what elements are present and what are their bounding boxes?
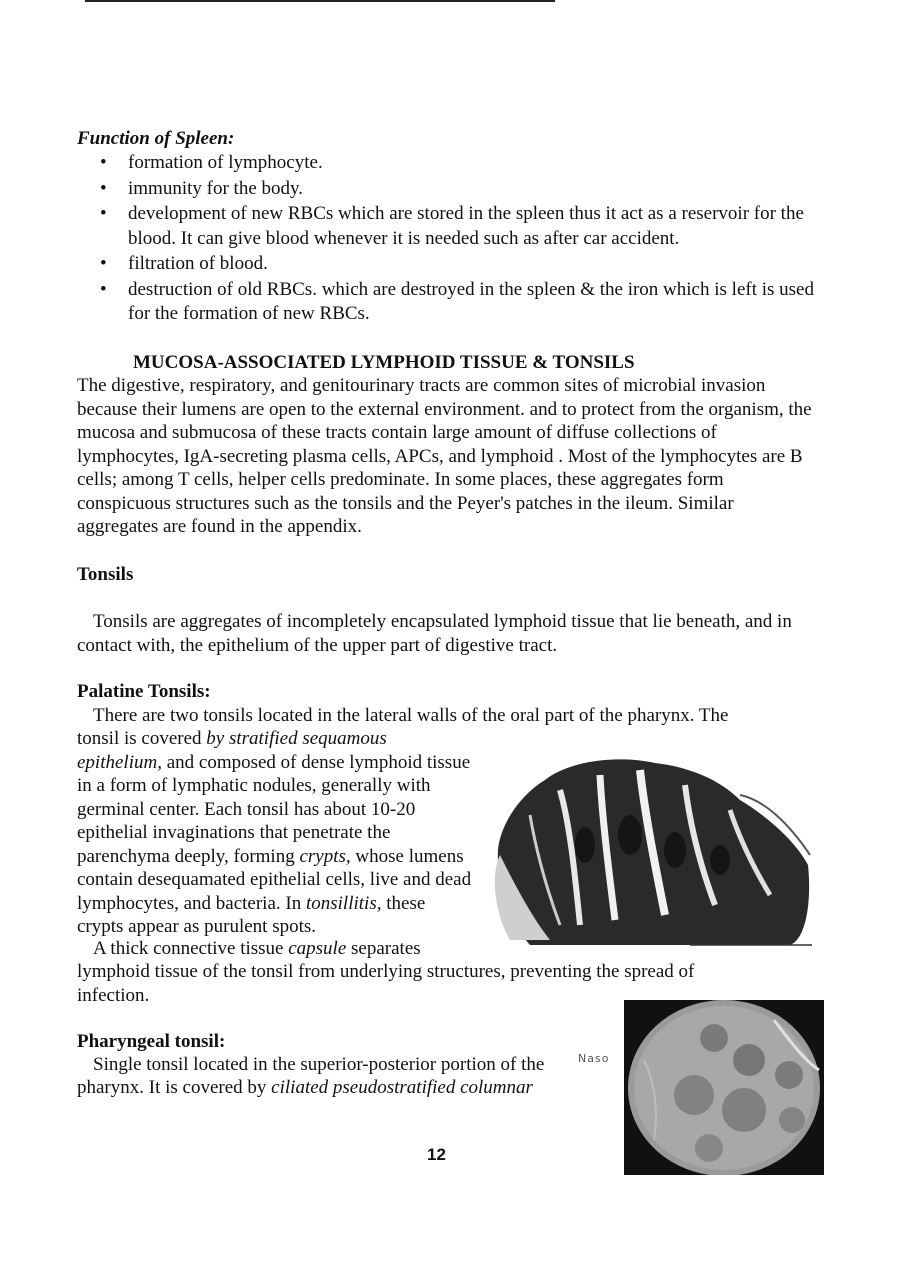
- list-item: • filtration of blood.: [100, 252, 825, 277]
- palatine-title: Palatine Tonsils:: [77, 681, 211, 702]
- top-rule: [85, 0, 555, 2]
- page-number: 12: [427, 1145, 446, 1164]
- capsule-paragraph: lymphoid tissue of the tonsil from underlying structures, preventing the spread of infection.: [77, 961, 695, 1006]
- handwritten-note: Naso: [578, 1052, 610, 1065]
- pharyngeal-title: Pharyngeal tonsil:: [77, 1031, 226, 1052]
- pharyngeal-tonsil-micrograph: [624, 1000, 824, 1175]
- tonsils-title: Tonsils: [77, 564, 134, 585]
- spleen-function-list: [100, 151, 825, 328]
- list-item: • development of new RBCs which are stored in the spleen thus it act as a reservoir for the blood. It can give blood whenever it is needed such as after car accident.: [100, 203, 804, 249]
- bullet-icon: •: [100, 253, 107, 274]
- list-item: • immunity for the body.: [100, 177, 825, 202]
- spleen-title: Function of Spleen:: [77, 128, 235, 149]
- palatine-paragraph: tonsil is covered by stratified sequamous epithelium, and composed of dense lymphoid tissue in a form of lymphatic nodules, generally with germinal center. Each tonsil has about 10-20 epithelial invaginations that penetrate the parenchyma deeply, forming crypts, whose lumens contain desequamated epithelial cells, live and dead lymphocytes, and bacteria. In tonsillitis, these crypts appear as purulent spots.: [77, 728, 472, 937]
- list-item: • destruction of old RBCs. which are destroyed in the spleen & the iron which is left is used for the formation of new RBCs.: [100, 278, 814, 324]
- palatine-tonsil-micrograph: [490, 755, 815, 950]
- list-item: • formation of lymphocyte.: [100, 151, 825, 176]
- pharyngeal-line1: Single tonsil located in the superior-posterior portion of the: [93, 1054, 545, 1075]
- bullet-icon: •: [100, 203, 107, 224]
- capsule-line: A thick connective tissue capsule separates: [93, 938, 421, 959]
- palatine-line1: There are two tonsils located in the lateral walls of the oral part of the pharynx. The: [93, 705, 729, 726]
- malt-title: MUCOSA-ASSOCIATED LYMPHOID TISSUE & TONSILS: [133, 352, 635, 373]
- bullet-icon: •: [100, 152, 107, 173]
- bullet-icon: •: [100, 177, 107, 199]
- pharyngeal-line2: pharynx. It is covered by ciliated pseudostratified columnar: [77, 1077, 533, 1098]
- malt-paragraph: The digestive, respiratory, and genitourinary tracts are common sites of microbial invasion because their lumens are open to the external environment. and to protect from the organism, the mucosa and submucosa of these tracts contain large amount of diffuse collections of lymphocytes, IgA-secreting plasma cells, APCs, and lymphoid . Most of the lymphocytes are B cells; among T cells, helper cells predominate. In some places, these aggregates form conspicuous structures such as the tonsils and the Peyer's patches in the ileum. Similar aggregates are found in the appendix.: [77, 375, 812, 537]
- bullet-icon: •: [100, 278, 107, 300]
- tonsils-paragraph: Tonsils are aggregates of incompletely encapsulated lymphoid tissue that lie beneath, and in contact with, the epithelium of the upper part of digestive tract.: [77, 611, 792, 656]
